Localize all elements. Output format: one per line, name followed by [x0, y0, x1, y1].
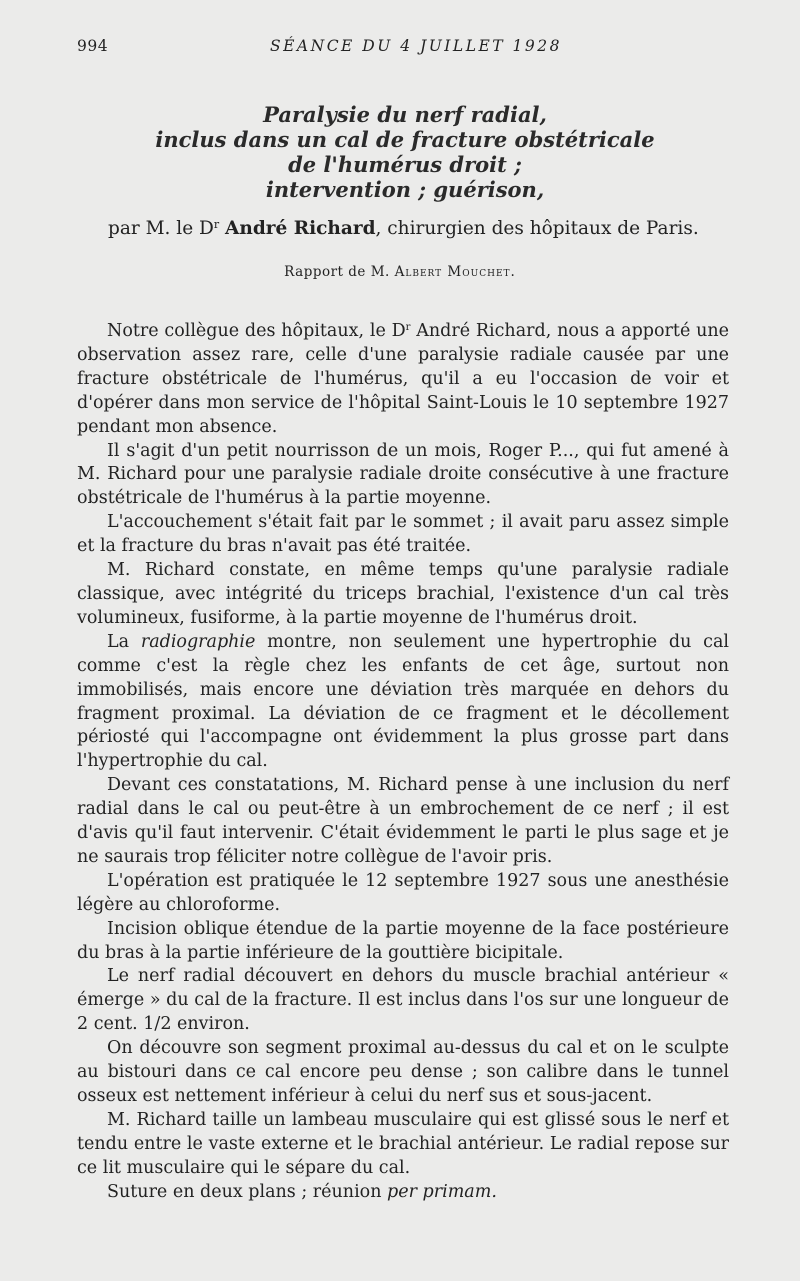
- byline-author: André Richard: [225, 218, 376, 239]
- title-line-2: inclus dans un cal de fracture obstétricale: [155, 127, 655, 152]
- paragraph-text: Notre collègue des hôpitaux, le D: [107, 321, 406, 341]
- paragraph: [77, 316, 729, 440]
- paragraph: M. Richard constate, en même temps qu'une paralysie radiale classique, avec intégrité du triceps brachial, l'existence d'un cal très volumineux, fusiforme, à la partie moyenne de l'humérus droit.: [77, 560, 729, 628]
- paragraph: Devant ces constatations, M. Richard pense à une inclusion du nerf radial dans le cal ou peut-être à un embrochement de ce nerf ; il est d'avis qu'il faut intervenir. C'était évidemment le parti le plus sage et je ne saurais trop féliciter notre collègue de l'avoir pris.: [77, 775, 729, 867]
- byline-prefix: par M. le D: [108, 218, 214, 239]
- paragraph: Incision oblique étendue de la partie moyenne de la face postérieure du bras à la partie inférieure de la gouttière bicipitale.: [77, 918, 729, 963]
- italic-term: per primam.: [387, 1181, 497, 1202]
- report-name: Albert Mouchet.: [394, 264, 516, 280]
- paragraph-text: La: [107, 631, 141, 652]
- paragraph: L'accouchement s'était fait par le sommet ; il avait paru assez simple et la fracture du bras n'avait pas été traitée.: [77, 512, 729, 557]
- paragraph: M. Richard taille un lambeau musculaire qui est glissé sous le nerf et tendu entre le vaste externe et le brachial antérieur. Le radial repose sur ce lit musculaire qui le sépare du cal.: [77, 1109, 729, 1178]
- paragraph: Le nerf radial découvert en dehors du muscle brachial antérieur « émerge » du cal de la fracture. Il est inclus dans l'os sur une longueur de 2 cent. 1/2 environ.: [77, 966, 729, 1035]
- doctor-sup: r: [405, 322, 411, 333]
- byline-suffix: , chirurgien des hôpitaux de Paris.: [375, 218, 699, 239]
- article-body: [77, 316, 729, 1205]
- paragraph: L'opération est pratiquée le 12 septembre 1927 sous une anesthésie légère au chloroforme.: [77, 870, 729, 915]
- paragraph: Il s'agit d'un petit nourrisson de un mois, Roger P..., qui fut amené à M. Richard pour une paralysie radiale droite consécutive à une fracture obstétricale de l'humérus à la partie moyenne.: [77, 440, 729, 509]
- byline: [108, 218, 699, 239]
- paragraph: On découvre son segment proximal au-dessus du cal et on le sculpte au bistouri dans ce cal encore peu dense ; son calibre dans le tunnel osseux est nettement inférieur à celui du nerf sus et sous-jacent.: [77, 1038, 729, 1106]
- italic-term: radiographie: [140, 631, 256, 652]
- report-prefix: Rapport de M.: [284, 264, 390, 280]
- paragraph-text: Suture en deux plans ; réunion: [107, 1181, 388, 1202]
- paragraph: [77, 1181, 729, 1205]
- page-header: [77, 37, 730, 61]
- paragraph-text: André Richard, nous a apporté une observation assez rare, celle d'une paralysie radiale causée par une fracture obstétricale de l'humérus, qu'il a eu l'occasion de voir et d'opérer dans mon service de l'hôpital Saint-Louis le 10 septembre 1927 pendant mon absence.: [77, 321, 729, 437]
- report-line: [0, 264, 800, 280]
- article-title: [0, 102, 800, 202]
- title-line-3: de l'humérus droit ;: [288, 152, 522, 177]
- running-head: SÉANCE DU 4 JUILLET 1928: [270, 37, 563, 55]
- title-line-1: Paralysie du nerf radial,: [263, 102, 547, 127]
- title-line-4: intervention ; guérison,: [265, 177, 545, 202]
- paragraph: [77, 631, 729, 774]
- paragraph-text: montre, non seulement une hypertrophie du cal comme c'est la règle chez les enfants de cet âge, surtout non immobilisés, mais encore une déviation très marquée en dehors du fragment proximal. La déviation de ce fragment et le décollement périosté qui l'accompagne ont évidemment la plus grosse part dans l'hypertrophie du cal.: [77, 631, 729, 772]
- byline-doctor-sup: r: [213, 218, 220, 231]
- page-number: 994: [77, 37, 109, 55]
